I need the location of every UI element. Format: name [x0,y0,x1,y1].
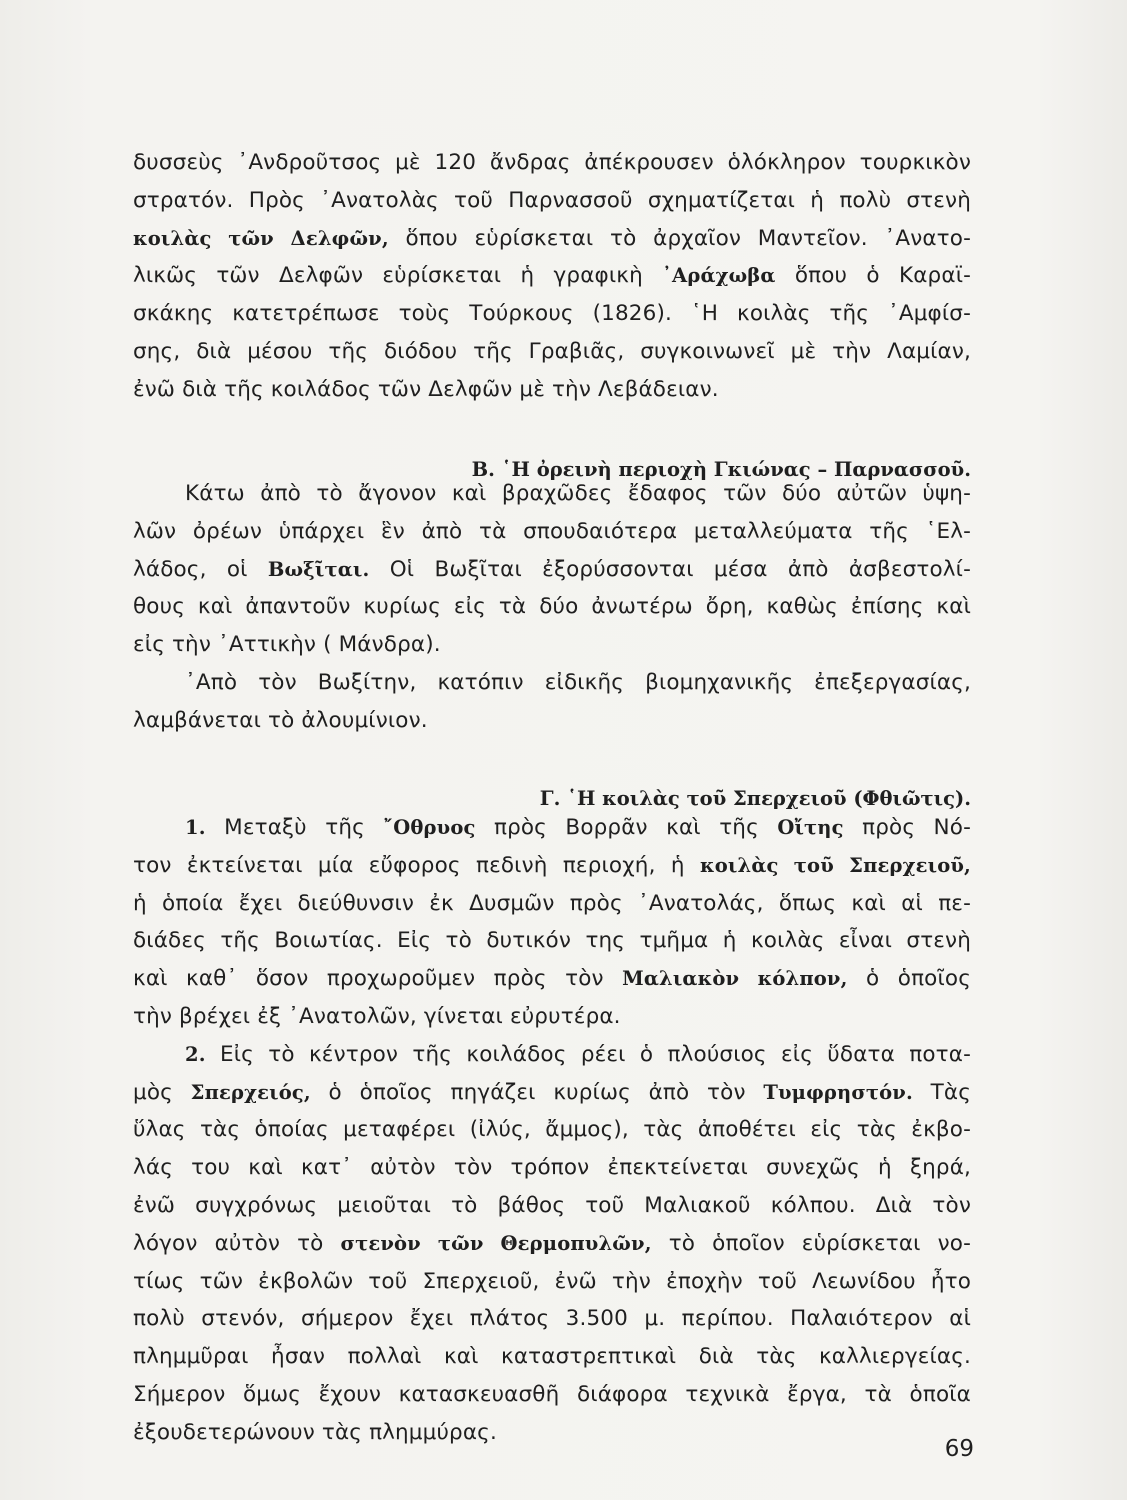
text-span: λικῶς τῶν Δελφῶν εὑρίσκεται ἡ γραφικὴ [133,263,663,289]
text-line [133,1225,971,1263]
text-span: μὸς [133,1079,191,1105]
text-line [133,257,971,295]
text-line [133,626,971,664]
paragraph-number: 1. [185,816,206,839]
text-line [133,998,971,1036]
text-span: πλημμῦραι ἦσαν πολλαὶ καὶ καταστρεπτικαὶ διὰ τὰς καλλιεργείας. [133,1344,971,1370]
text-span: τὸ ὁποῖον εὑρίσκεται νο- [651,1230,972,1256]
bold-term: Βωξῖται. [267,557,370,581]
text-span: λαμβάνεται τὸ ἀλουμίνιον. [133,707,428,733]
text-line [133,1187,971,1225]
text-span: Σήμερον ὅμως ἔχουν κατασκευασθῆ διάφορα τεχνικὰ ἔργα, τὰ ὁποῖα [133,1381,971,1407]
text-line [133,220,971,258]
paragraph-number: 2. [185,1042,206,1066]
text-span: ἐνῶ διὰ τῆς κοιλάδος τῶν Δελφῶν μὲ τὴν Λεβάδειαν. [133,376,719,402]
text-span: Μεταξὺ τῆς [205,815,384,840]
intro-paragraph [133,144,971,409]
text-span: τὴν βρέχει ἐξ ᾿Ανατολῶν, γίνεται εὐρυτέρα. [133,1003,621,1029]
text-line [133,702,971,740]
text-span: Κάτω ἀπὸ τὸ ἄγονον καὶ βραχῶδες ἔδαφος τῶν δύο αὐτῶν ὑψη- [185,481,971,506]
text-line [133,1149,971,1187]
text-span: πρὸς Βορρᾶν καὶ τῆς [475,815,778,840]
text-line [133,1263,971,1301]
text-span: ἐξουδετερώνουν τὰς πλημμύρας. [133,1419,497,1445]
bold-term: Οἴτης [777,816,844,839]
text-span: εἰς τὴν ᾿Αττικὴν ( Μάνδρα). [133,632,441,658]
text-line [133,513,971,551]
text-span: τίως τῶν ἐκβολῶν τοῦ Σπερχειοῦ, ἐνῶ τὴν ἐποχὴν τοῦ Λεωνίδου ἦτο [133,1268,971,1294]
text-line [133,664,971,702]
text-span: λόγον αὐτὸν τὸ [133,1230,341,1256]
text-line [133,1414,971,1452]
text-line [133,1074,971,1112]
text-span: ὁ ὁποῖος [847,966,971,992]
section-heading: Γ. ῾Η κοιλὰς τοῦ Σπερχειοῦ (Φθιῶτις). [539,787,971,810]
text-line [133,1036,971,1074]
bold-term: Τυμφρηστόν. [763,1080,913,1104]
text-span: ὕλας τὰς ὁποίας μεταφέρει (ἰλύς, ἄμμος), τὰς ἀποθέτει εἰς τὰς ἐκβο- [133,1117,971,1143]
section-heading: Β. ῾Η ὀρεινὴ περιοχὴ Γκιώνας – Παρνασσοῦ. [471,458,971,481]
text-span: λάδος, οἱ [133,556,268,582]
text-line [133,182,971,220]
text-span: σκάκης κατετρέπωσε τοὺς Τούρκους (1826). ῾Η κοιλὰς τῆς ᾿Αμφίσ- [133,301,971,327]
text-span: τον ἐκτείνεται μία εὔφορος πεδινὴ περιοχή, ἡ [133,852,700,878]
text-span: Οἱ Βωξῖται ἐξορύσσονται μέσα ἀπὸ ἀσβεστολί- [369,556,971,582]
text-line [133,1376,971,1414]
text-span: ὅπου ὁ Καραϊ- [775,263,971,289]
text-span: ὁ ὁποῖος πηγάζει κυρίως ἀπὸ τὸν [310,1079,764,1105]
text-line [133,1300,971,1338]
text-line [133,588,971,626]
section-c-body [133,809,971,1452]
text-line [133,847,971,885]
section-b-body [133,475,971,740]
text-span: ἐνῶ συγχρόνως μειοῦται τὸ βάθος τοῦ Μαλιακοῦ κόλπου. Διὰ τὸν [133,1192,971,1218]
text-line [133,809,971,847]
text-span: διάδες τῆς Βοιωτίας. Εἰς τὸ δυτικόν της τμῆμα ἡ κοιλὰς εἶναι στενὴ [133,928,971,954]
text-line [133,1338,971,1376]
bold-term: Μαλιακὸν κόλπον, [622,967,848,991]
text-span: λάς του καὶ κατ᾿ αὐτὸν τὸν τρόπον ἐπεκτείνεται συνεχῶς ἡ ξηρά, [133,1155,971,1181]
text-line [133,922,971,960]
bold-term: ῎Οθρυος [383,816,476,839]
text-line [133,885,971,923]
text-span: καὶ καθ᾿ ὅσον προχωροῦμεν πρὸς τὸν [133,966,623,992]
text-span: ὅπου εὑρίσκεται τὸ ἀρχαῖον Μαντεῖον. ᾿Ανατο- [388,225,971,251]
text-span: λῶν ὀρέων ὑπάρχει ἓν ἀπὸ τὰ σπουδαιότερα μεταλλεύματα τῆς ῾Ελ- [133,518,971,544]
text-line [133,475,971,513]
text-line [133,551,971,589]
bold-term: κοιλὰς τοῦ Σπερχειοῦ, [699,853,971,877]
text-span: δυσσεὺς ᾿Ανδροῦτσος μὲ 120 ἄνδρας ἀπέκρουσεν ὁλόκληρον τουρκικὸν [133,150,971,175]
text-span: θους καὶ ἀπαντοῦν κυρίως εἰς τὰ δύο ἀνωτέρω ὄρη, καθὼς ἐπίσης καὶ [133,594,971,620]
bold-term: ᾿Αράχωβα [662,264,776,288]
text-span: πρὸς Νό- [843,815,971,840]
bold-term: Σπερχειός, [190,1080,311,1104]
text-line [133,371,971,409]
text-span: ἡ ὁποία ἔχει διεύθυνσιν ἐκ Δυσμῶν πρὸς ᾿Ανατολάς, ὅπως καὶ αἱ πε- [133,890,971,916]
text-span: σης, διὰ μέσου τῆς διόδου τῆς Γραβιᾶς, συγκοινωνεῖ μὲ τὴν Λαμίαν, [133,338,971,364]
page-number: 69 [944,1436,974,1462]
bold-term: στενὸν τῶν Θερμοπυλῶν, [340,1231,652,1255]
text-span: Εἰς τὸ κέντρον τῆς κοιλάδος ρέει ὁ πλούσιος εἰς ὕδατα ποτα- [205,1041,971,1067]
text-span: ᾿Απὸ τὸν Βωξίτην, κατόπιν εἰδικῆς βιομηχανικῆς ἐπεξεργασίας, [185,669,971,695]
text-line [133,144,971,182]
text-span: Τὰς [912,1079,972,1105]
text-line [133,295,971,333]
bold-term: κοιλὰς τῶν Δελφῶν, [133,226,389,250]
text-span: πολὺ στενόν, σήμερον ἔχει πλάτος 3.500 μ. περίπου. Παλαιότερον αἱ [133,1306,971,1332]
text-line [133,1111,971,1149]
text-line [133,333,971,371]
text-span: στρατόν. Πρὸς ᾿Ανατολὰς τοῦ Παρνασσοῦ σχηματίζεται ἡ πολὺ στενὴ [133,187,971,213]
text-line [133,960,971,998]
